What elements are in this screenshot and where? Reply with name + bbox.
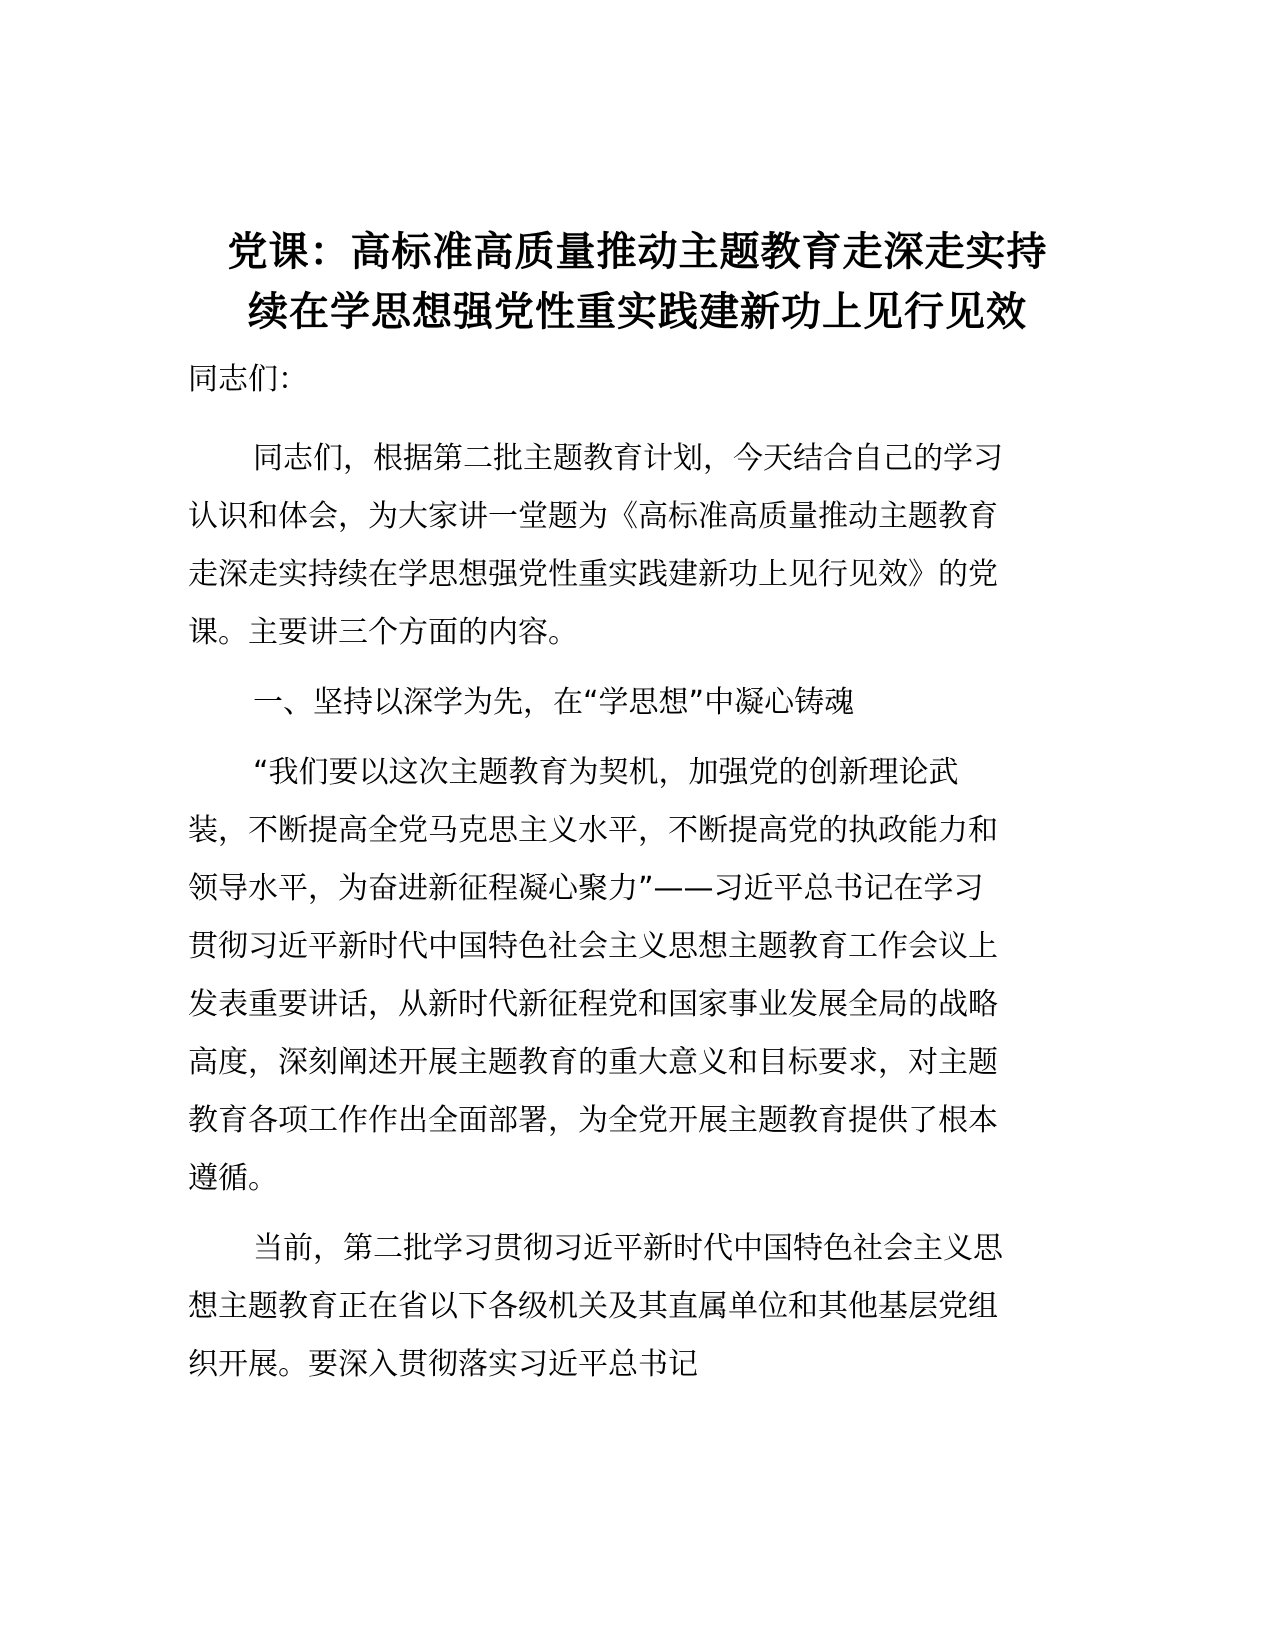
text-line: 一、坚持以深学为先，在“学思想”中凝心铸魂 — [253, 685, 855, 720]
text-line: 走深走实持续在学思想强党性重实践建新功上见行见效》的党 — [188, 557, 998, 592]
text-line: 织开展。要深入贯彻落实习近平总书记 — [188, 1347, 698, 1382]
document-title — [170, 222, 1105, 342]
text-line: 想主题教育正在省以下各级机关及其直属单位和其他基层党组 — [188, 1289, 998, 1324]
text-line: 贯彻习近平新时代中国特色社会主义思想主题教育工作会议上 — [188, 929, 998, 964]
text-line: 装，不断提高全党马克思主义水平，不断提高党的执政能力和 — [188, 813, 998, 848]
text-line: 高度，深刻阐述开展主题教育的重大意义和目标要求，对主题 — [188, 1045, 998, 1080]
text-line: 同志们，根据第二批主题教育计划，今天结合自己的学习 — [253, 441, 1003, 476]
text-line: 教育各项工作作出全面部署，为全党开展主题教育提供了根本 — [188, 1103, 998, 1138]
text-line: 领导水平，为奋进新征程凝心聚力”——习近平总书记在学习 — [188, 871, 984, 906]
text-line: “我们要以这次主题教育为契机，加强党的创新理论武 — [253, 755, 959, 790]
title-line: 党课：高标准高质量推动主题教育走深走实持 — [227, 229, 1048, 275]
text-line: 遵循。 — [188, 1161, 278, 1196]
paragraph-intro — [188, 430, 1088, 662]
text-line: 发表重要讲话，从新时代新征程党和国家事业发展全局的战略 — [188, 987, 998, 1022]
paragraph-current — [188, 1220, 1088, 1394]
document-body — [188, 430, 1088, 1406]
text-line: 课。主要讲三个方面的内容。 — [188, 615, 578, 650]
salutation: 同志们： — [188, 362, 308, 397]
title-line: 续在学思想强党性重实践建新功上见行见效 — [248, 289, 1027, 335]
section-heading — [188, 674, 1088, 732]
paragraph-quote — [188, 744, 1088, 1208]
text-line: 认识和体会，为大家讲一堂题为《高标准高质量推动主题教育 — [188, 499, 998, 534]
text-line: 当前，第二批学习贯彻习近平新时代中国特色社会主义思 — [253, 1231, 1003, 1266]
